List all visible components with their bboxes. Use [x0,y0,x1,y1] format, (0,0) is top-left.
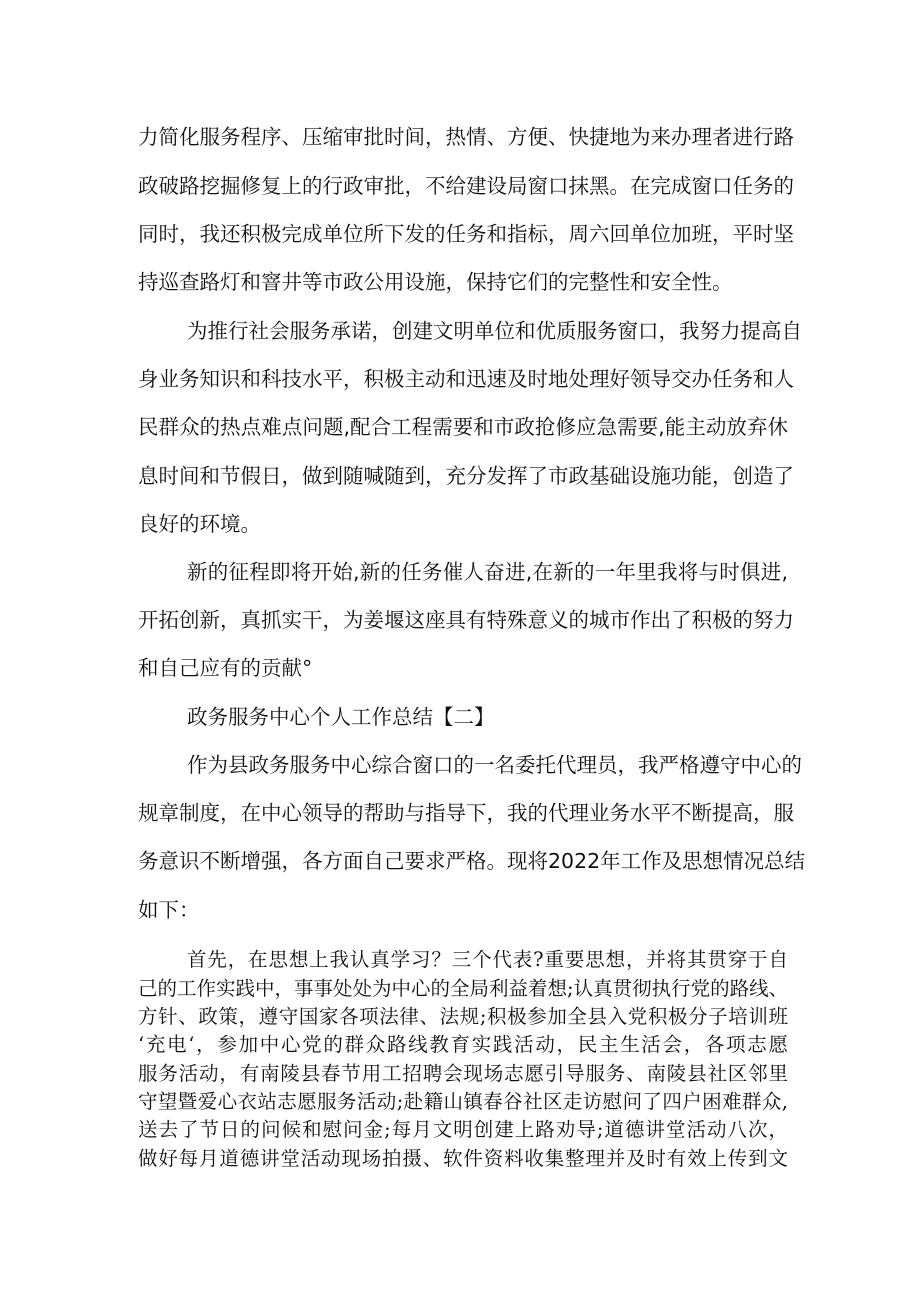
body-text-line: 守望暨爱心衣站志愿服务活动;赴籍山镇春谷社区走访慰问了四户困难群众, [138,1090,788,1113]
body-text-line: 如下： [138,898,200,922]
body-text-line: 作为县政务服务中心综合窗口的一名委托代理员，我严格遵守中心的 [187,753,802,777]
body-text-line: 息时间和节假日，做到随喊随到，充分发挥了市政基础设施功能，创造了 [138,464,794,488]
body-text-line: 己的工作实践中，事事处处为中心的全局利益着想;认真贯彻执行党的路线、 [138,977,789,1000]
body-text-line: 持巡查路灯和窨井等市政公用设施，保持它们的完整性和安全性。 [138,270,733,294]
body-text-line: 身业务知识和科技水平，积极主动和迅速及时地处理好领导交办任务和人 [138,367,794,391]
body-text-line: 民群众的热点难点问题,配合工程需要和市政抢修应急需要,能主动放弃休 [138,415,788,439]
body-text-line: 送去了节日的问候和慰问金;每月文明创建上路劝导;道德讲堂活动八次， [138,1118,788,1141]
body-text-line: 为推行社会服务承诺，创建文明单位和优质服务窗口，我努力提高自 [187,319,802,343]
body-text-line: 政破路挖掘修复上的行政审批，不给建设局窗口抹黑。在完成窗口任务的 [138,174,794,198]
body-text-line: 良好的环境。 [138,512,261,536]
body-text-line: 力简化服务程序、压缩审批时间，热情、方便、快捷地为来办理者进行路 [138,125,794,149]
body-text-line: 首先，在思想上我认真学习？三个代表?重要思想，并将其贯穿于自 [187,948,788,971]
body-text-line: 开拓创新，真抓实干，为姜堰这座具有特殊意义的城市作出了积极的努力 [138,608,794,632]
section-heading: 政务服务中心个人工作总结【二】 [187,705,495,729]
body-text-line: 服务活动，有南陵县春节用工招聘会现场志愿引导服务、南陵县社区邻里 [138,1062,788,1085]
body-text-line: 方针、政策，遵守国家各项法律、法规;积极参加全县入党积极分子培训班 [138,1005,788,1028]
body-text-line: 做好每月道德讲堂活动现场拍摄、软件资料收集整理并及时有效上传到文 [138,1147,788,1170]
body-text-line: 新的征程即将开始,新的任务催人奋进,在新的一年里我将与时俱进, [187,560,788,584]
body-text-line: 规章制度，在中心领导的帮助与指导下，我的代理业务水平不断提高，服 [138,801,794,825]
body-text-line: 和自己应有的贡献° [138,656,313,680]
body-text-line: 务意识不断增强，各方面自己要求严格。现将2022年工作及思想情况总结 [138,849,806,873]
body-text-line: 同时，我还积极完成单位所下发的任务和指标，周六回单位加班，平时坚 [138,222,794,246]
body-text-line: ‘充电‘，参加中心党的群众路线教育实践活动，民主生活会，各项志愿 [138,1033,788,1056]
